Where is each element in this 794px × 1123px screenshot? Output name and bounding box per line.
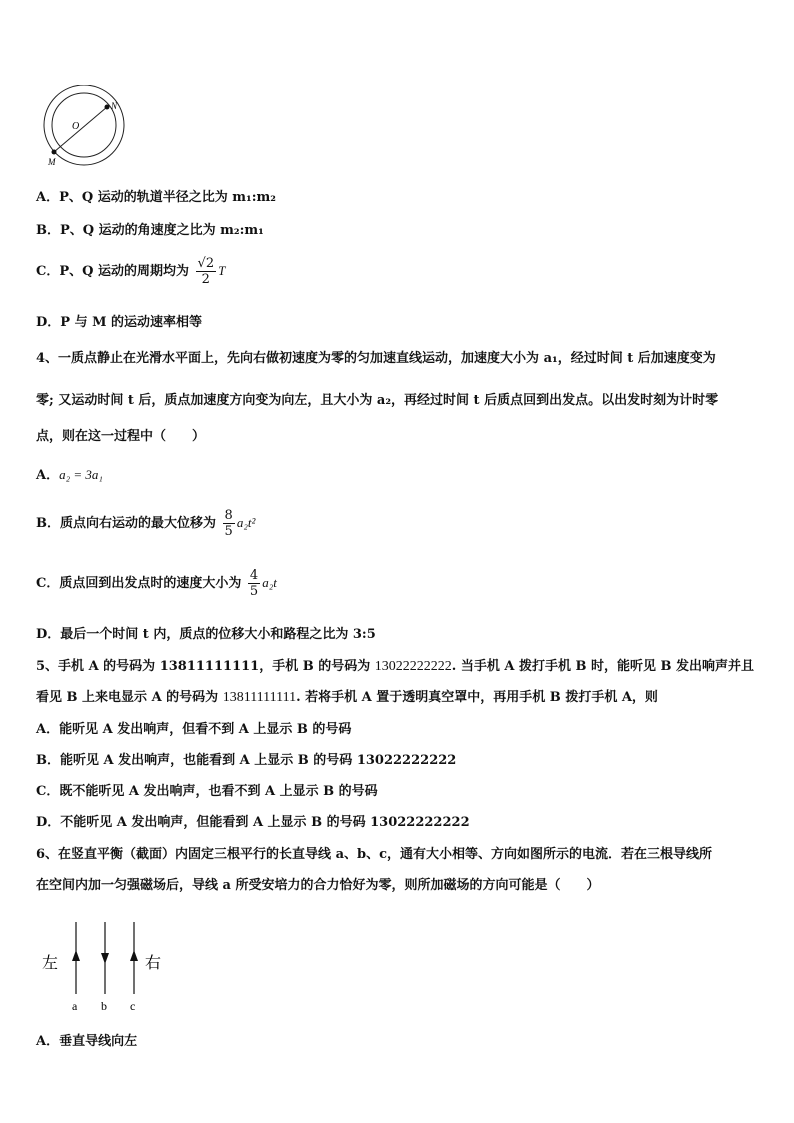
point-m xyxy=(52,150,57,155)
q5-stem-line1: 5、手机 A 的号码为 13811111111，手机 B 的号码为 13022222222. 当手机 A 拨打手机 B 时，能听见 B 发出响声并且 xyxy=(36,659,755,674)
diameter-line xyxy=(54,107,107,152)
q5-stem-line2: 看见 B 上来电显示 A 的号码为 13811111111. 若将手机 A 置于透明真空罩中，再用手机 B 拨打手机 A，则 xyxy=(36,690,658,705)
q3-option-c[interactable]: C．P、Q 运动的周期均为 $\frac{√2}{2}$ T xyxy=(36,256,226,287)
q4-stem-line3: 点，则在这一过程中（ ） xyxy=(36,429,206,444)
q5-option-c[interactable]: C．既不能听见 A 发出响声，也看不到 A 上显示 B 的号码 xyxy=(36,784,378,799)
label-left: 左 xyxy=(42,953,59,972)
q5-option-b[interactable]: B．能听见 A 发出响声，也能看到 A 上显示 B 的号码 13022222222 xyxy=(36,753,457,768)
q6-stem-line1: 6、在竖直平衡（截面）内固定三根平行的长直导线 a、b、c，通有大小相等、方向如图所示的电流．若在三根导线所 xyxy=(36,847,713,862)
fraction-sqrt2-over-2: $\frac{√2}{2}$ xyxy=(197,256,215,287)
label-wire-c: c xyxy=(130,999,136,1013)
orbit-figure xyxy=(36,85,146,175)
q5-option-d[interactable]: D．不能听见 A 发出响声，但能看到 A 上显示 B 的号码 13022222222 xyxy=(36,815,470,830)
q3-option-b[interactable]: B．P、Q 运动的角速度之比为 m₂:m₁ xyxy=(36,223,264,238)
fraction-4-over-5: $\frac{4}{5}$ xyxy=(249,568,259,599)
q4-stem-line1: 4、一质点静止在光滑水平面上，先向右做初速度为零的匀加速直线运动，加速度大小为 a₁，经过时间 t 后加速度变为 xyxy=(36,351,716,366)
q4-option-d[interactable]: D．最后一个时间 t 内，质点的位移大小和路程之比为 3:5 xyxy=(36,627,376,642)
q3-option-a[interactable]: A．P、Q 运动的轨道半径之比为 m₁:m₂ xyxy=(36,190,276,205)
wire-a-arrow-up-icon xyxy=(72,950,80,961)
q4-stem-line2: 零; 又运动时间 t 后，质点加速度方向变为向左，且大小为 a₂，再经过时间 t 后质点回到出发点。以出发时刻为计时零 xyxy=(36,393,719,408)
inner-orbit xyxy=(52,93,116,157)
label-wire-b: b xyxy=(101,999,107,1013)
label-n: N xyxy=(111,101,118,111)
point-n xyxy=(105,105,110,110)
wire-b-arrow-down-icon xyxy=(101,953,109,964)
fraction-8-over-5: $\frac{8}{5}$ xyxy=(224,508,233,539)
q4-option-a[interactable]: A．a₂ = 3a₁ xyxy=(36,467,103,483)
q4-option-b[interactable]: B．质点向右运动的最大位移为 $\frac{8}{5}$ a₂t² xyxy=(36,508,256,539)
q4-option-c[interactable]: C．质点回到出发点时的速度大小为 $\frac{4}{5}$ a₂t xyxy=(36,568,277,599)
label-right: 右 xyxy=(145,953,162,972)
wire-c-arrow-up-icon xyxy=(130,950,138,961)
label-wire-a: a xyxy=(72,999,78,1013)
wires-figure xyxy=(40,920,180,1015)
label-o: O xyxy=(72,121,80,132)
q5-option-a[interactable]: A．能听见 A 发出响声，但看不到 A 上显示 B 的号码 xyxy=(36,722,352,737)
q6-option-a[interactable]: A．垂直导线向左 xyxy=(36,1034,138,1049)
q6-stem-line2: 在空间内加一匀强磁场后，导线 a 所受安培力的合力恰好为零，则所加磁场的方向可能是（ ） xyxy=(36,878,600,893)
label-m: M xyxy=(48,157,56,167)
q3-option-d[interactable]: D．P 与 M 的运动速率相等 xyxy=(36,315,203,330)
